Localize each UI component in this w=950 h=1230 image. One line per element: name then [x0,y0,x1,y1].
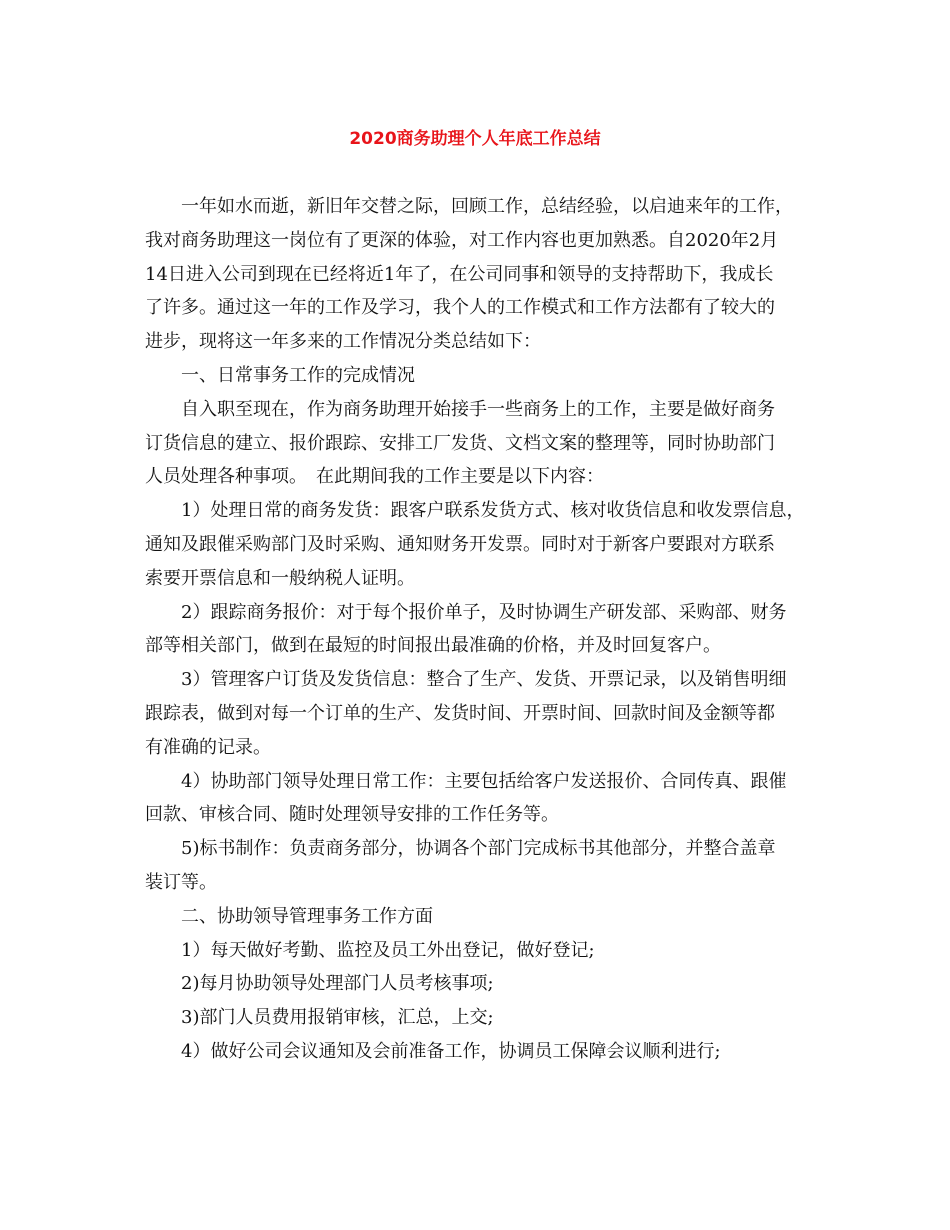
body-line: 3)部门人员费用报销审核，汇总，上交; [181,1007,494,1029]
body-line: 5)标书制作：负责商务部分，协调各个部门完成标书其他部分，并整合盖章 [181,838,776,860]
body-line: 4）做好公司会议通知及会前准备工作，协调员工保障会议顺利进行; [181,1040,721,1062]
body-line: 14日进入公司到现在已经将近1年了，在公司同事和领导的支持帮助下，我成长 [145,263,774,285]
body-line: 3）管理客户订货及发货信息：整合了生产、发货、开票记录，以及销售明细 [181,669,787,691]
body-line: 4）协助部门领导处理日常工作：主要包括给客户发送报价、合同传真、跟催 [181,770,787,792]
body-line: 一年如水而逝，新旧年交替之际，回顾工作，总结经验，以启迪来年的工作， [181,196,793,217]
body-line: 一、日常事务工作的完成情况 [181,364,415,386]
body-line: 1）处理日常的商务发货：跟客户联系发货方式、核对收货信息和收发票信息， [181,500,805,522]
body-line: 索要开票信息和一般纳税人证明。 [145,567,415,589]
document-title: 2020商务助理个人年底工作总结 [349,129,601,149]
body-line: 装订等。 [145,871,217,893]
body-line: 二、协助领导管理事务工作方面 [181,905,433,927]
body-line: 我对商务助理这一岗位有了更深的体验，对工作内容也更加熟悉。自2020年2月 [145,229,779,251]
body-line: 部等相关部门，做到在最短的时间报出最准确的价格，并及时回复客户。 [145,635,721,657]
body-line: 人员处理各种事项。 在此期间我的工作主要是以下内容： [145,466,604,488]
body-line: 订货信息的建立、报价跟踪、安排工厂发货、文档文案的整理等，同时协助部门 [145,432,775,454]
body-line: 1）每天做好考勤、监控及员工外出登记，做好登记; [181,939,595,961]
body-line: 回款、审核合同、随时处理领导安排的工作任务等。 [145,804,559,826]
document-body [145,190,815,1069]
body-line: 2)每月协助领导处理部门人员考核事项; [181,973,494,995]
body-line: 有准确的记录。 [145,736,271,758]
body-line: 了许多。通过这一年的工作及学习，我个人的工作模式和工作方法都有了较大的 [145,297,775,319]
body-line: 跟踪表，做到对每一个订单的生产、发货时间、开票时间、回款时间及金额等都 [145,702,775,724]
body-line: 2）跟踪商务报价：对于每个报价单子，及时协调生产研发部、采购部、财务 [181,601,787,623]
body-line: 自入职至现在，作为商务助理开始接手一些商务上的工作，主要是做好商务 [181,398,775,420]
body-line: 进步，现将这一年多来的工作情况分类总结如下： [145,331,541,353]
body-line: 通知及跟催采购部门及时采购、通知财务开发票。同时对于新客户要跟对方联系 [145,533,775,555]
